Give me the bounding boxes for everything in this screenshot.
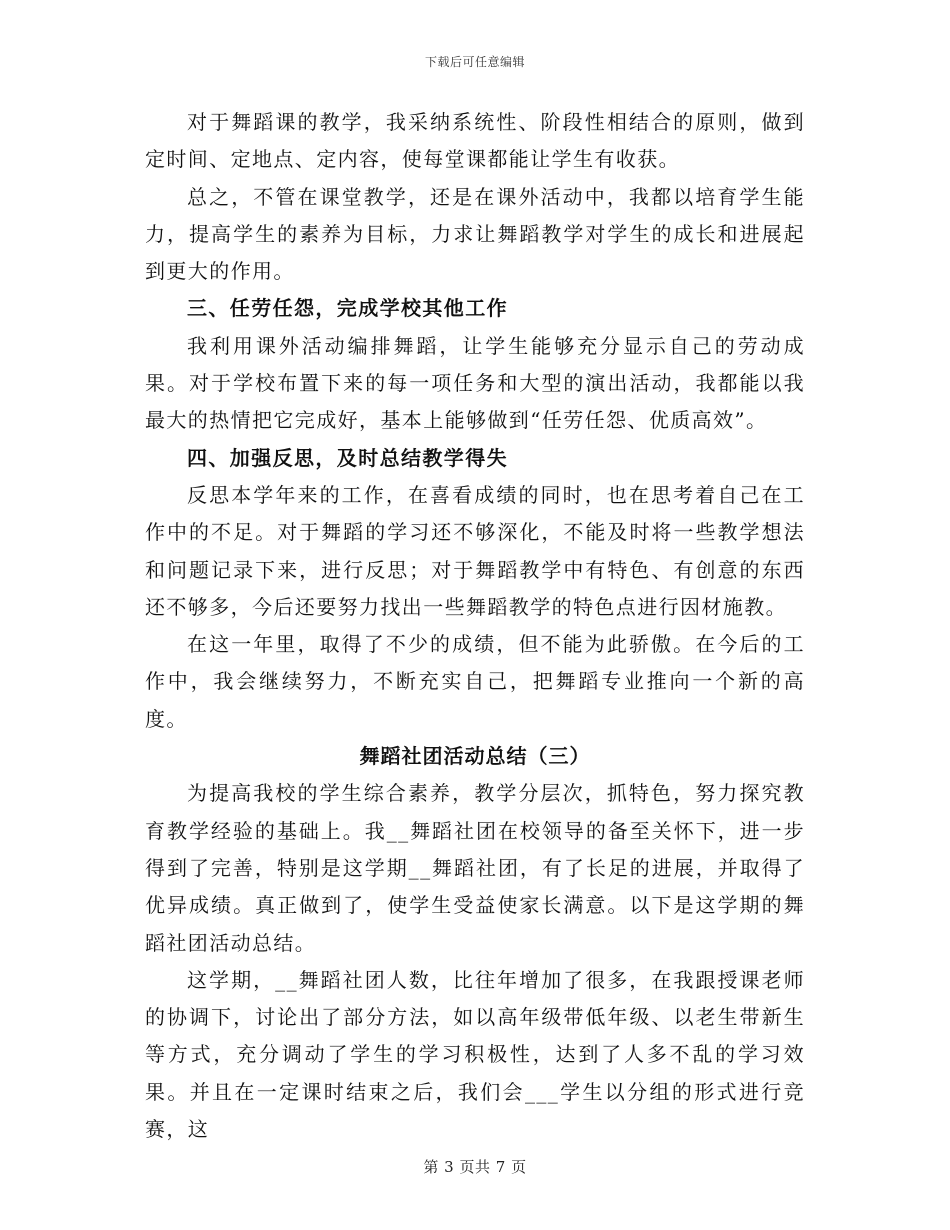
paragraph-teaching-principle: 对于舞蹈课的教学，我采纳系统性、阶段性相结合的原则，做到定时间、定地点、定内容，使每堂课都能让学生有收获。 [145,110,805,172]
page-header-note: 下载后可任意编辑 [424,55,525,69]
paragraph-reflection: 反思本学年来的工作，在喜看成绩的同时，也在思考着自己在工作中的不足。对于舞蹈的学习还不够深化，不能及时将一些教学想法和问题记录下来，进行反思；对于舞蹈教学中有特色、有创意的东西还不够多，今后还要努力找出一些舞蹈教学的特色点进行因材施教。 [145,482,805,619]
paragraph-summary: 总之，不管在课堂教学，还是在课外活动中，我都以培育学生能力，提高学生的素养为目标，力求让舞蹈教学对学生的成长和进展起到更大的作用。 [145,184,805,284]
heading-section-three: 三、任劳任怨，完成学校其他工作 [187,296,508,321]
paragraph-club-semester: 这学期，__舞蹈社团人数，比往年增加了很多，在我跟授课老师的协调下，讨论出了部分方法，如以高年级带低年级、以老生带新生等方式，充分调动了学生的学习积极性，达到了人多不乱的学习效果。并且在一定课时结束之后，我们会___学生以分组的形式进行竞赛，这 [145,967,805,1142]
page-number: 第 3 页共 7 页 [423,1158,527,1176]
paragraph-year-review: 在这一年里，取得了不少的成绩，但不能为此骄傲。在今后的工作中，我会继续努力，不断充实自己，把舞蹈专业推向一个新的高度。 [145,632,805,731]
paragraph-extracurricular: 我利用课外活动编排舞蹈，让学生能够充分显示自己的劳动成果。对于学校布置下来的每一项任务和大型的演出活动，我都能以我最大的热情把它完成好，基本上能够做到“任劳任怨、优质高效”。 [145,333,805,433]
document-body [145,104,805,1148]
paragraph-club-intro: 为提高我校的学生综合素养，教学分层次，抓特色，努力探究教育教学经验的基础上。我__舞蹈社团在校领导的备至关怀下，进一步得到了完善，特别是这学期__舞蹈社团，有了长足的进展，并取得了优异成绩。真正做到了，使学生受益使家长满意。以下是这学期的舞蹈社团活动总结。 [145,781,805,955]
section-title: 舞蹈社团活动总结（三） [359,744,591,769]
heading-section-four: 四、加强反思，及时总结教学得失 [187,445,508,470]
